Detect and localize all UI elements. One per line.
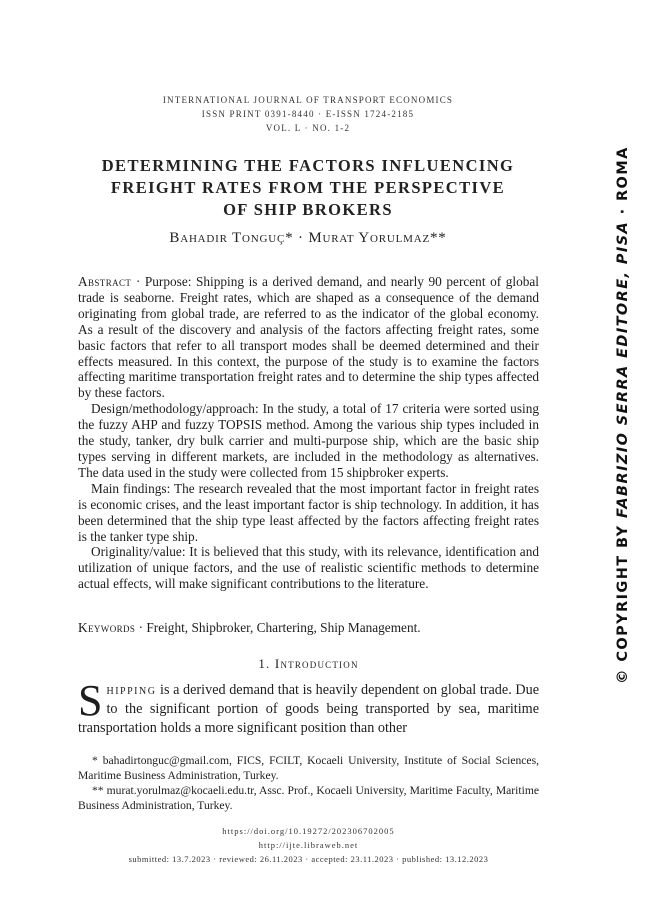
journal-name: INTERNATIONAL JOURNAL OF TRANSPORT ECONOMICS [162, 95, 454, 105]
abstract-purpose-text: · Purpose: Shipping is a derived demand, and nearly 90 percent of global trade is seaborne. Freight rates, which are shaped as a consequence of the demand originating from global trade, are referred to as the indicator of the global economy. As a result of the discovery and analysis of the factors affecting freight rates, some basic factors that refer to all transport modes shall be deemed determined and their effects measured. In this context, the purpose of the study is to examine the factors affecting maritime transportation freight rates and to determine the ship types affected by these factors. [78, 274, 539, 401]
title-line-2: FREIGHT RATES FROM THE PERSPECTIVE [110, 178, 506, 197]
copyright-prefix: © COPYRIGHT BY [615, 518, 631, 684]
footnote-2: ** murat.yorulmaz@kocaeli.edu.tr, Assc. Prof., Kocaeli University, Maritime Faculty, Maritime Business Administration, Turkey. [78, 784, 539, 812]
copyright-suffix: · ROMA [615, 146, 631, 221]
abstract [78, 274, 539, 592]
drop-cap: S [78, 676, 103, 725]
intro-text: is a derived demand that is heavily dependent on global trade. Due to the significant portion of goods being transported by sea, maritime transportation holds a more significant position than other [78, 682, 539, 736]
title-line-3: OF SHIP BROKERS [223, 200, 393, 219]
abstract-originality: Originality/value: It is believed that this study, with its relevance, identification and utilization of unique factors, and the use of realistic scientific methods to determine actual effects, will make significant contributions to the literature. [78, 544, 539, 592]
journal-website-link[interactable]: http://ijte.libraweb.net [258, 840, 359, 850]
abstract-label: Abstract [78, 274, 132, 289]
author-line: Bahadir Tonguç* · Murat Yorulmaz** [169, 230, 447, 246]
abstract-design: Design/methodology/approach: In the study, a total of 17 criteria were sorted using the fuzzy AHP and fuzzy TOPSIS method. Among the various ship types included in the study, tanker, dry bulk carrier and multi-purpose ship, which are the basic ship types serving in different markets, are included in the methodology as alternatives. The data used in the study were collected from 15 shipbroker experts. [78, 401, 539, 480]
keywords [78, 620, 539, 636]
footnotes [78, 753, 539, 813]
section-heading-introduction: 1. Introduction [258, 656, 359, 671]
journal-volume: VOL. L · NO. 1-2 [265, 123, 351, 133]
copyright-publisher: FABRIZIO SERRA EDITORE, PISA [615, 220, 631, 518]
copyright-notice [609, 146, 637, 684]
publication-dates: submitted: 13.7.2023 · reviewed: 26.11.2023 · accepted: 23.11.2023 · published: 13.12.2023 [128, 854, 489, 864]
footnote-1: * bahadirtonguc@gmail.com, FICS, FCILT, Kocaeli University, Institute of Social Sciences, Maritime Business Administration, Turkey. [78, 754, 539, 782]
intro-lead-word: hipping [106, 682, 157, 698]
doi-link[interactable]: https://doi.org/10.19272/202306702005 [222, 826, 395, 836]
abstract-purpose [78, 274, 539, 401]
abstract-findings: Main findings: The research revealed that the most important factor in freight rates is economic crises, and the least important factor is ship technology. In addition, it has been determined that the ship type least affected by the factors affecting freight rates is the tanker type ship. [78, 480, 539, 544]
article-title [78, 155, 538, 221]
journal-issn: ISSN PRINT 0391-8440 · E-ISSN 1724-2185 [201, 109, 415, 119]
introduction-body [78, 676, 539, 738]
title-line-1: DETERMINING THE FACTORS INFLUENCING [101, 156, 515, 175]
keywords-label: Keywords [78, 620, 136, 635]
keywords-text: · Freight, Shipbroker, Chartering, Ship Management. [138, 620, 421, 635]
